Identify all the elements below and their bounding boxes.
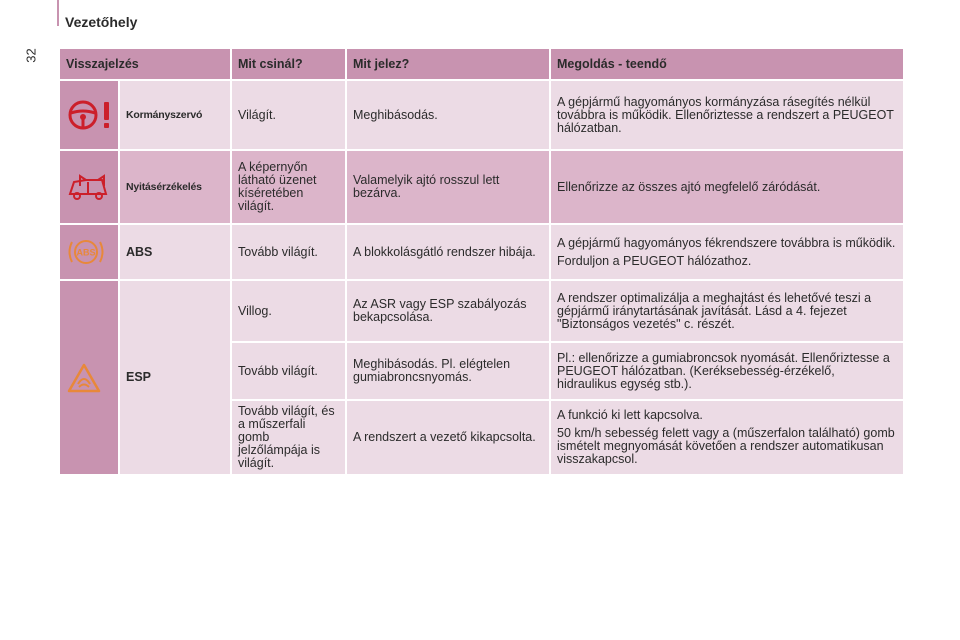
action-cell: Világít. bbox=[231, 80, 346, 150]
indicator-name: ESP bbox=[119, 280, 231, 475]
header-accent-bar bbox=[57, 0, 59, 26]
warning-lights-table bbox=[58, 47, 905, 476]
table-row bbox=[59, 150, 904, 224]
solution-text: A funkció ki lett kapcsolva. bbox=[557, 408, 703, 422]
action-cell: A képernyőn látható üzenet kíséretében világít. bbox=[231, 150, 346, 224]
solution-cell bbox=[550, 224, 904, 280]
solution-text: Ellenőrizze az összes ajtó megfelelő záródását. bbox=[557, 179, 821, 194]
page-number: 32 bbox=[23, 48, 39, 63]
solution-text: A gépjármű hagyományos fékrendszere továbbra is működik. bbox=[557, 235, 896, 250]
meaning-cell: A blokkolásgátló rendszer hibája. bbox=[346, 224, 550, 280]
solution-cell bbox=[550, 400, 904, 475]
abs-icon bbox=[66, 236, 106, 268]
action-cell: Tovább világít. bbox=[231, 224, 346, 280]
solution-text: A gépjármű hagyományos kormányzása rásegítés nélkül továbbra is működik. Ellenőriztesse a rendszert a PEUGEOT hálózatban. bbox=[557, 94, 894, 135]
table-row bbox=[59, 280, 904, 342]
action-cell: Villog. bbox=[231, 280, 346, 342]
indicator-name: Nyitásérzékelés bbox=[119, 150, 231, 224]
column-header-solution: Megoldás - teendő bbox=[550, 48, 904, 80]
meaning-cell: Meghibásodás. Pl. elégtelen gumiabroncsnyomás. bbox=[346, 342, 550, 400]
page-title: Vezetőhely bbox=[65, 14, 138, 30]
icon-cell bbox=[59, 224, 119, 280]
solution-cell bbox=[550, 150, 904, 224]
meaning-cell: Az ASR vagy ESP szabályozás bekapcsolása. bbox=[346, 280, 550, 342]
indicator-name: Kormányszervó bbox=[119, 80, 231, 150]
power-steering-warning-icon bbox=[66, 98, 116, 132]
solution-text: Forduljon a PEUGEOT hálózathoz. bbox=[557, 253, 752, 268]
solution-text: 50 km/h sebesség felett vagy a (műszerfalon található) gomb ismételt megnyomását követően a rendszer automatikusan visszakapcsol. bbox=[557, 426, 895, 466]
table-header-row bbox=[59, 48, 904, 80]
column-header-action: Mit csinál? bbox=[231, 48, 346, 80]
svg-text:ABS: ABS bbox=[76, 247, 96, 258]
icon-cell bbox=[59, 80, 119, 150]
icon-cell bbox=[59, 280, 119, 475]
solution-text: A rendszer optimalizálja a meghajtást és lehetővé teszi a gépjármű iránytartásának javítását. Lásd a 4. fejezet "Biztonságos vezetés" c. részét. bbox=[557, 290, 872, 331]
solution-text: Pl.: ellenőrizze a gumiabroncsok nyomását. Ellenőriztesse a PEUGEOT hálózatban. (Keréksebesség-érzékelő, hidraulikus egység stb.). bbox=[557, 350, 890, 391]
table-row bbox=[59, 80, 904, 150]
meaning-cell: A rendszert a vezető kikapcsolta. bbox=[346, 400, 550, 475]
table-row bbox=[59, 224, 904, 280]
esp-warning-triangle-icon bbox=[66, 362, 102, 394]
solution-cell bbox=[550, 280, 904, 342]
door-open-icon bbox=[66, 172, 110, 202]
action-cell: Tovább világít. bbox=[231, 342, 346, 400]
column-header-indicator: Visszajelzés bbox=[59, 48, 231, 80]
solution-cell bbox=[550, 80, 904, 150]
icon-cell bbox=[59, 150, 119, 224]
column-header-meaning: Mit jelez? bbox=[346, 48, 550, 80]
solution-cell bbox=[550, 342, 904, 400]
meaning-cell: Meghibásodás. bbox=[346, 80, 550, 150]
action-cell: Tovább világít, és a műszerfali gomb jelzőlámpája is világít. bbox=[231, 400, 346, 475]
indicator-name: ABS bbox=[119, 224, 231, 280]
meaning-cell: Valamelyik ajtó rosszul lett bezárva. bbox=[346, 150, 550, 224]
